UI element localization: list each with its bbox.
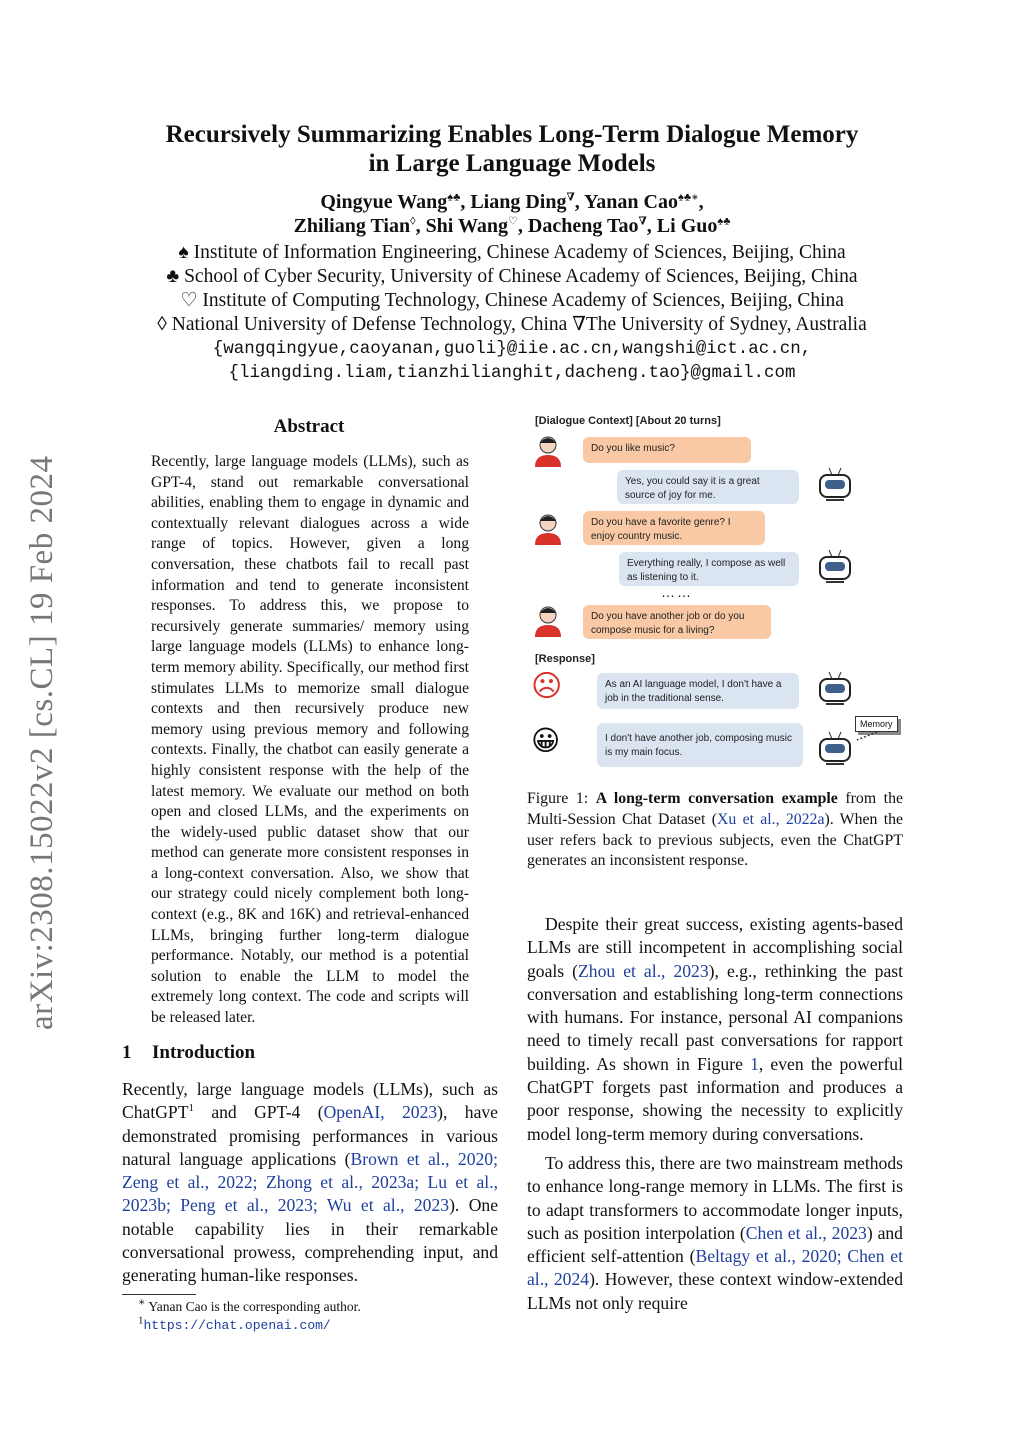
- robot-icon: [815, 670, 855, 706]
- robot-icon: [815, 730, 855, 766]
- user-message: Do you have a favorite genre? I enjoy country music.: [583, 511, 765, 545]
- affiliation-line: ◊ National University of Defense Technology, China ∇The University of Sydney, Australia: [157, 314, 867, 335]
- ellipsis: ……: [661, 584, 693, 600]
- figure-caption: [527, 789, 903, 872]
- intro-paragraph: [122, 1078, 498, 1288]
- affiliation-line: ♠ Institute of Information Engineering, Chinese Academy of Sciences, Beijing, China: [178, 242, 846, 263]
- citation-link[interactable]: Xu et al., 2022a: [716, 810, 825, 828]
- robot-icon: [815, 466, 855, 502]
- author-affil-mark: ◊: [410, 215, 416, 228]
- citation-link[interactable]: OpenAI, 2023: [323, 1102, 438, 1123]
- footnote-mark: ∗: [138, 1296, 146, 1309]
- text-run: from the Multi-Session Chat Dataset (: [527, 790, 903, 828]
- text-run: ). When the user refers back to previous subjects, even the ChatGPT generates an inconsistent response.: [527, 810, 903, 870]
- citation-link[interactable]: Zhou et al., 2023: [578, 960, 709, 981]
- user-avatar-icon: [531, 604, 565, 638]
- footnotes: [138, 1298, 361, 1335]
- text-run: and GPT-4 (: [193, 1102, 324, 1123]
- author-name: Zhiliang Tian: [293, 215, 411, 237]
- sad-face-icon: ☹: [531, 670, 563, 703]
- citation-link[interactable]: Beltagy et al., 2020; Chen et al., 2024: [527, 1246, 903, 1290]
- bot-message: Everything really, I compose as well as listening to it.: [619, 552, 799, 586]
- figure-1: [527, 408, 907, 778]
- author-affil-mark: ♠♣: [447, 191, 461, 204]
- affiliation-line: ♡ Institute of Computing Technology, Chinese Academy of Sciences, Beijing, China: [180, 290, 844, 311]
- happy-face-icon: 😀: [531, 725, 561, 756]
- author-name: Dacheng Tao: [527, 215, 639, 237]
- footnote-text: Yanan Cao is the corresponding author.: [148, 1299, 361, 1314]
- author-name: Liang Ding: [470, 191, 567, 213]
- good-response: I don't have another job, composing music is my main focus.: [597, 723, 803, 767]
- text-run: ) and efficient self-attention (: [527, 1222, 903, 1267]
- user-avatar-icon: [531, 434, 565, 468]
- footnote-mark: 1: [188, 1102, 194, 1115]
- right-column-body: [527, 913, 903, 1315]
- response-label: [Response]: [535, 653, 595, 665]
- affiliation-line: ♣ School of Cyber Security, University of Chinese Academy of Sciences, Beijing, China: [166, 266, 858, 287]
- text-run: ). However, these context window-extended LLMs not only require: [527, 1269, 903, 1313]
- citation-link[interactable]: Chen et al., 2023: [745, 1222, 867, 1243]
- text-run: To address this, there are two mainstream methods to enhance long-range memory in LLMs. The first is to adapt transformers to accommodate longer inputs, such as position interpolation (: [527, 1152, 903, 1243]
- author-affil-mark: ♡: [508, 215, 518, 228]
- affiliations: [0, 241, 1024, 385]
- caption-prefix: Figure 1:: [527, 790, 596, 807]
- text-run: Recently, large language models (LLMs), such as ChatGPT: [122, 1079, 498, 1123]
- email-line: {liangding.liam,tianzhilianghit,dacheng.tao}@gmail.com: [228, 363, 796, 383]
- footnote-mark: 1: [138, 1314, 144, 1327]
- paragraph: [527, 913, 903, 1146]
- author-name: Yanan Cao: [584, 191, 678, 213]
- text-run: ). One notable capability lies in their remarkable conversational prowess, comprehending input, and generating human-like responses.: [122, 1195, 499, 1286]
- section-number: 1: [122, 1042, 132, 1063]
- paragraph: [527, 1152, 903, 1315]
- author-affil-mark: ♠♣∗: [677, 191, 699, 204]
- author-list: Qingyue Wang♠♣, Liang Ding∇, Yanan Cao♠♣∗, Zhiliang Tian◊, Shi Wang♡, Dacheng Tao∇, Li Guo♠♣: [293, 191, 731, 237]
- text-run: , even the powerful ChatGPT forgets past information and produces a poor response, showing the necessity to explicitly model long-term memory during conversations.: [527, 1053, 903, 1144]
- text-run: Despite their great success, existing agents-based LLMs are still incompetent in accomplishing social goals (: [527, 914, 903, 981]
- author-affil-mark: ♠♣: [717, 215, 731, 228]
- user-avatar-icon: [531, 512, 565, 546]
- caption-bold: A long-term conversation example: [595, 790, 838, 807]
- text-run: ), have demonstrated promising performances in various natural language applications (: [122, 1102, 498, 1169]
- email-line: {wangqingyue,caoyanan,guoli}@iie.ac.cn,wangshi@ict.ac.cn,: [212, 339, 812, 359]
- citation-link[interactable]: Brown et al., 2020; Zeng et al., 2022; Zhong et al., 2023a; Lu et al., 2023b; Peng et al., 2023; Wu et al., 2023: [122, 1148, 498, 1216]
- author-name: Qingyue Wang: [320, 191, 448, 213]
- footnote-url[interactable]: https://chat.openai.com/: [143, 1318, 331, 1333]
- user-message: Do you have another job or do you compose music for a living?: [583, 605, 771, 639]
- abstract-body: Recently, large language models (LLMs), such as GPT-4, stand out remarkable conversational abilities, enabling them to engage in dynamic and contextually relevant dialogues across a wide range of topics. However, given a long conversation, these chatbots fail to recall past information and tend to generate inconsistent responses. To address this, we propose to recursively generate summaries/ memory using large language models (LLMs) to enhance long-term memory ability. Specifically, our method first stimulates LLMs to memorize small dialogue contexts and then recursively produce new memory using previous memory and following contexts. Finally, the chatbot can easily generate a highly consistent response with the help of the latest memory. We evaluate our method on both open and closed LLMs, and the experiments on the widely-used public dataset show that our method can generate more consistent responses in a long-context conversation. Also, we show that our strategy could nicely complement both long-context (e.g., 8K and 16K) and retrieval-enhanced LLMs, bringing further long-term dialogue performance. Notably, our method is a potential solution to enable the LLM to model the extremely long context. The code and scripts will be released later.: [151, 453, 469, 1027]
- section-title: Introduction: [152, 1042, 256, 1063]
- author-name: Li Guo: [656, 215, 718, 237]
- abstract-heading: Abstract: [273, 416, 345, 437]
- title-line-1: Recursively Summarizing Enables Long-Term Dialogue Memory: [165, 121, 859, 148]
- robot-icon: [815, 548, 855, 584]
- author-name: Shi Wang: [425, 215, 509, 237]
- user-message: Do you like music?: [583, 437, 751, 463]
- bot-message: Yes, you could say it is a great source of joy for me.: [617, 470, 799, 504]
- context-label: [Dialogue Context] [About 20 turns]: [535, 415, 721, 427]
- section-heading: [122, 1042, 255, 1064]
- memory-arrow-icon: [851, 730, 881, 744]
- title-line-2: in Large Language Models: [368, 150, 656, 177]
- author-affil-mark: ∇: [566, 191, 575, 204]
- arxiv-identifier: arXiv:2308.15022v2 [cs.CL] 19 Feb 2024: [24, 455, 60, 1030]
- author-affil-mark: ∇: [638, 215, 647, 228]
- text-run: ), e.g., rethinking the past conversation and establishing long-term connections with humans. For instance, personal AI companions need to timely recall past conversations for rapport building. As shown in Figure: [527, 960, 903, 1074]
- footnote-rule: [122, 1294, 196, 1295]
- figure-ref-link[interactable]: 1: [750, 1053, 759, 1074]
- paper-title: [0, 120, 1024, 178]
- memory-box: Memory: [855, 716, 898, 732]
- bad-response: As an AI language model, I don't have a job in the traditional sense.: [597, 673, 799, 709]
